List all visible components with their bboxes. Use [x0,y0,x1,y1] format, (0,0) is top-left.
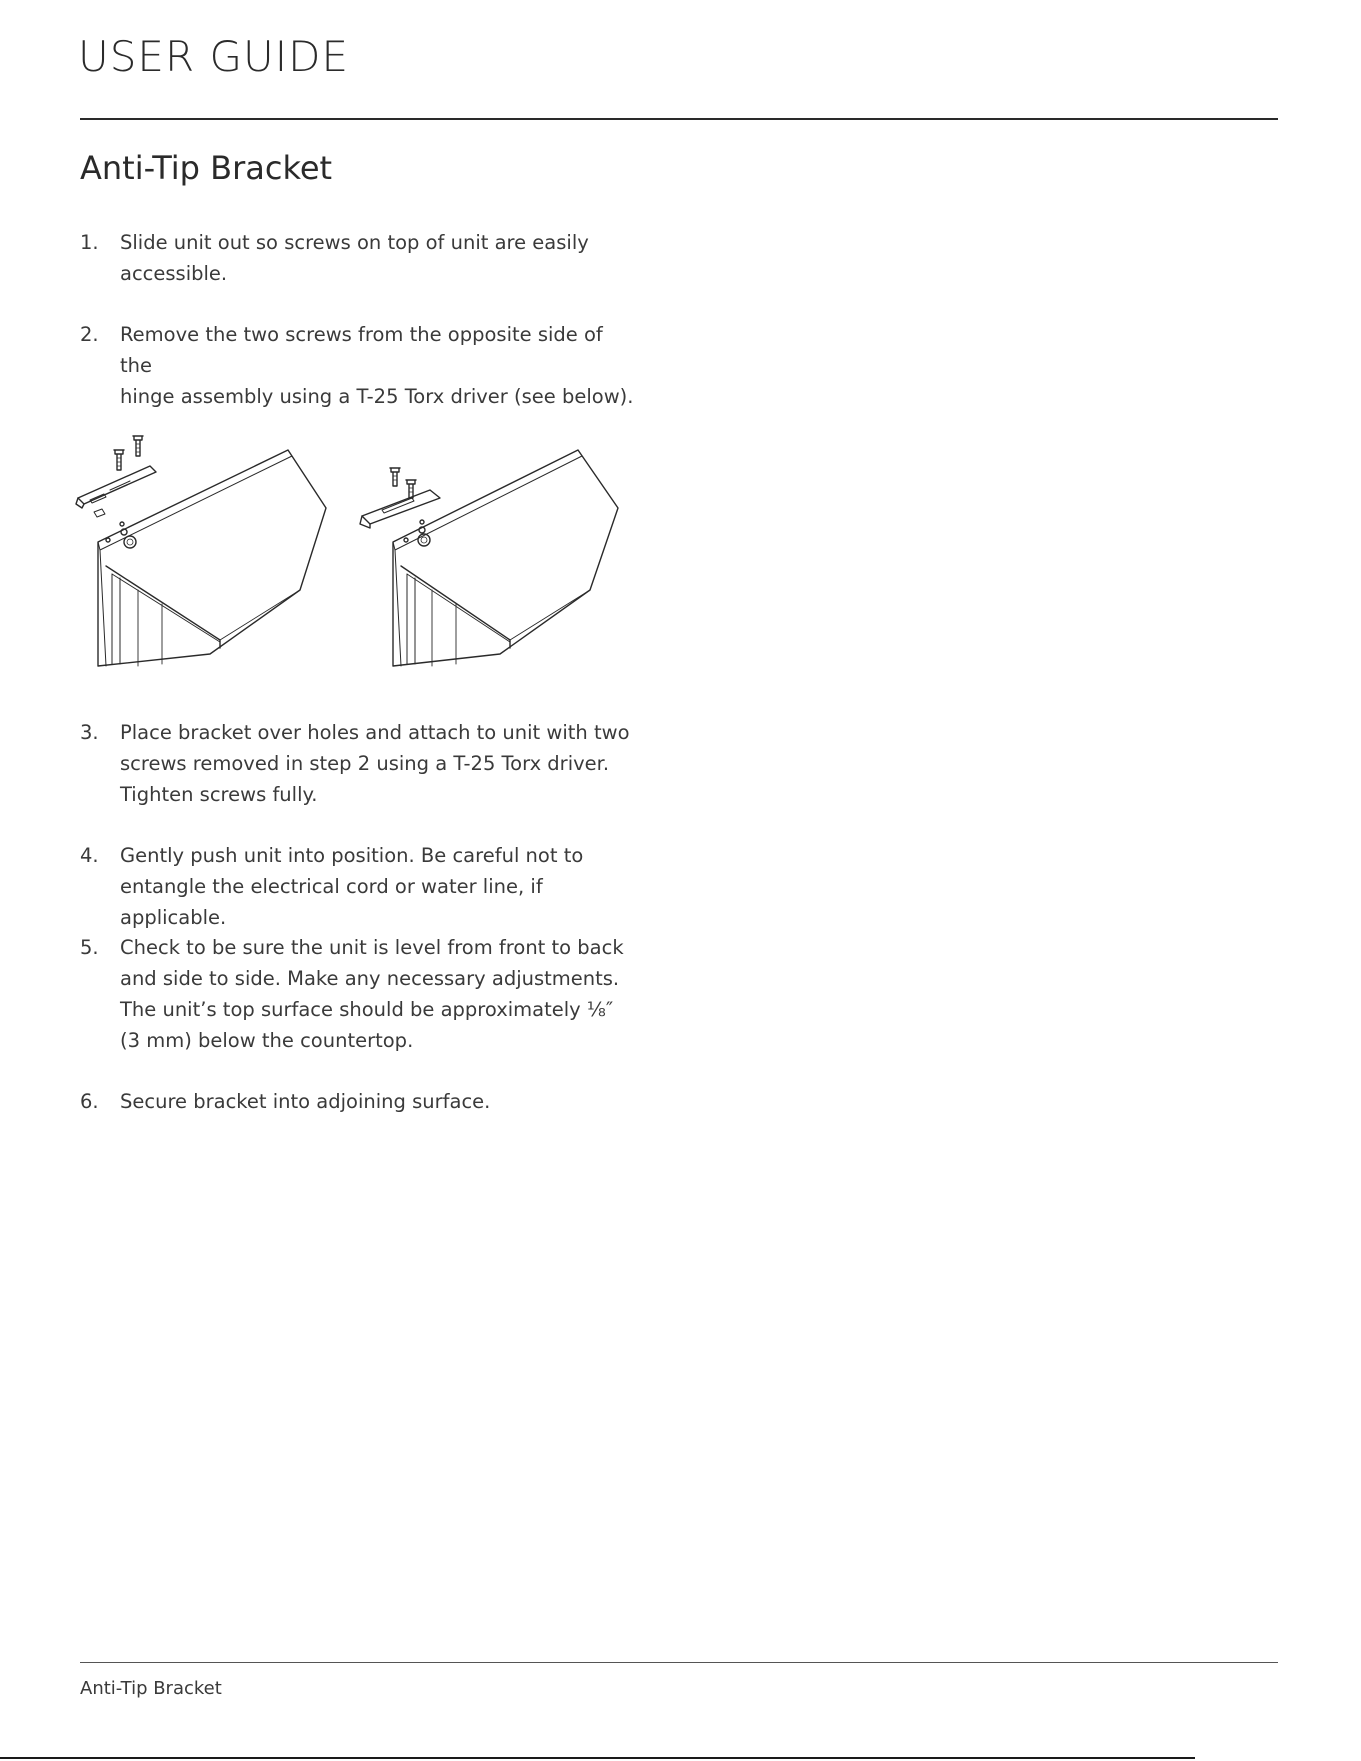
step-text: Remove the two screws from the opposite side of the hinge assembly using a T-25 Torx driver (see below). [120,323,634,408]
step-number: 6. [80,1090,99,1113]
screw-icon [133,436,143,456]
screw-icon [114,450,124,470]
page-bottom-edge [0,1757,1195,1759]
footer-divider [80,1662,1278,1663]
step-number: 5. [80,936,99,959]
step-text: Place bracket over holes and attach to unit with two screws removed in step 2 using a T-25 Torx driver. Tighten screws fully. [120,721,630,806]
step-text: Slide unit out so screws on top of unit are easily accessible. [120,231,589,285]
footer-section-label: Anti-Tip Bracket [80,1678,222,1699]
step-number: 2. [80,323,99,346]
section-title: Anti-Tip Bracket [80,149,333,187]
step-number: 4. [80,844,99,867]
unit-after-illustration [360,450,618,666]
unit-before-illustration [76,436,326,666]
header-divider [80,118,1278,120]
page-header-title: USER GUIDE [78,32,350,81]
step-text: Check to be sure the unit is level from front to back and side to side. Make any necessary adjustments. The unit’s top surface should be approximately ⅛″ (3 mm) below the countertop. [120,936,624,1052]
screw-icon [390,468,400,486]
step-text: Secure bracket into adjoining surface. [120,1090,491,1113]
bracket-icon [76,466,156,517]
step-number: 1. [80,231,99,254]
bracket-installation-illustration [70,428,650,674]
step-number: 3. [80,721,99,744]
step-text: Gently push unit into position. Be careful not to entangle the electrical cord or water line, if applicable. [120,844,584,929]
bracket-icon [360,490,440,528]
